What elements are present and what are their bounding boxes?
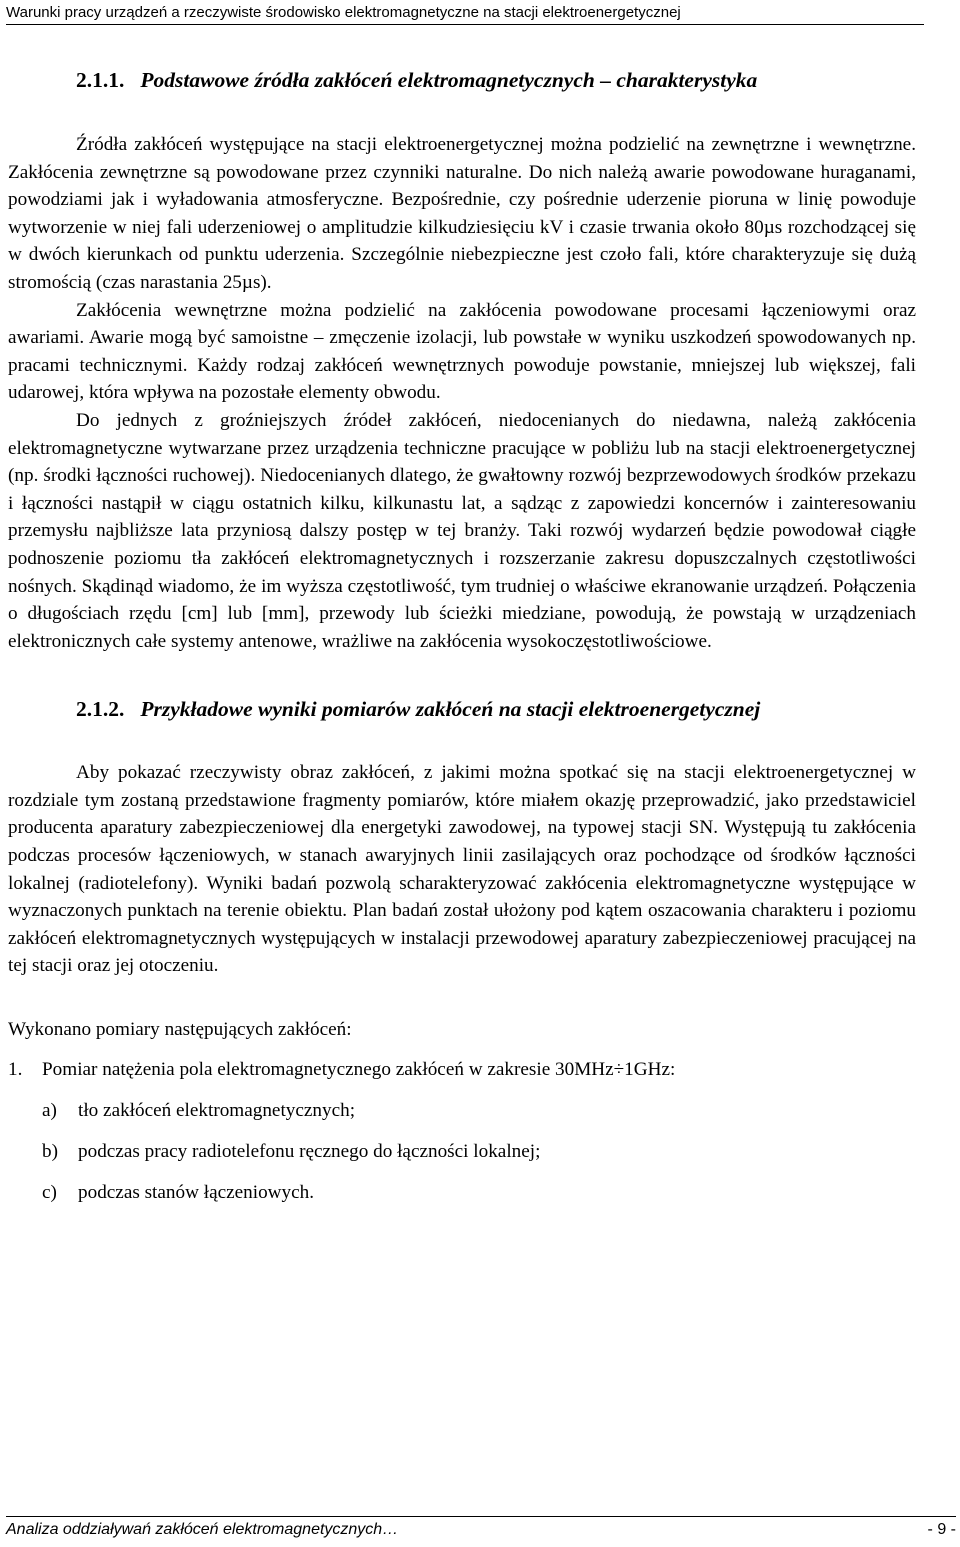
sub-list-text: podczas pracy radiotelefonu ręcznego do łączności lokalnej; xyxy=(78,1140,541,1162)
section-1-heading xyxy=(8,66,916,94)
footer-title: Analiza oddziaływań zakłóceń elektromagnetycznych… xyxy=(6,1521,399,1538)
page-number: - 9 - xyxy=(927,1521,956,1538)
list-marker: 1. xyxy=(8,1058,23,1080)
sub-list-marker: b) xyxy=(42,1140,58,1162)
sub-list-item xyxy=(8,1179,916,1206)
section-1-number: 2.1.1. xyxy=(76,68,125,92)
document-body xyxy=(8,66,916,1206)
sub-list-item xyxy=(8,1097,916,1124)
sub-list-text: tło zakłóceń elektromagnetycznych; xyxy=(78,1099,356,1121)
sub-list-marker: c) xyxy=(42,1181,57,1203)
section-2-title: Przykładowe wyniki pomiarów zakłóceń na stacji elektroenergetycznej xyxy=(140,697,761,722)
paragraph: Zakłócenia wewnętrzne można podzielić na zakłócenia powodowane procesami łączeniowymi oraz awariami. Awarie mogą być samoistne – zmęczenie izolacji, lub powstałe w wyniku uszkodzeń spowodowanych np. pracami technicznymi. Każdy rodzaj zakłóceń wewnętrznych powoduje powstanie, mniejszej lub większej, fali udarowej, która wpływa na pozostałe elementy obwodu. xyxy=(8,299,916,404)
list-item xyxy=(8,1056,916,1083)
sub-list-item xyxy=(8,1138,916,1165)
sub-list-text: podczas stanów łączeniowych. xyxy=(78,1181,315,1203)
list-text: Pomiar natężenia pola elektromagnetycznego zakłóceń w zakresie 30MHz÷1GHz: xyxy=(42,1058,676,1080)
list-intro: Wykonano pomiary następujących zakłóceń: xyxy=(8,1019,352,1041)
running-header-title: Warunki pracy urządzeń a rzeczywiste środowisko elektromagnetyczne na stacji elektroenergetycznej xyxy=(6,4,681,21)
running-header xyxy=(6,4,924,25)
sub-list-marker: a) xyxy=(42,1099,57,1121)
paragraph: Do jednych z groźniejszych źródeł zakłóceń, niedocenianych do niedawna, należą zakłócenia elektromagnetyczne wytwarzane przez urządzenia techniczne pracujące w pobliżu lub na stacji elektroenergetycznej (np. środki łączności ruchowej). Niedocenianych dlatego, że gwałtowny rozwój bezprzewodowych środków przekazu i łączności nastąpił w ciągu ostatnich kilku, kilkunastu lat, a sądząc z zapowiedzi koncernów i zainteresowaniu przemysłu najbliższe lata przyniosą dalszy postęp w tej branży. Taki rozwój wydarzeń będzie powodował ciągłe podnoszenie poziomu tła zakłóceń elektromagnetycznych i rozszerzanie zakresu dopuszczalnych częstotliwości nośnych. Skądinąd wiadomo, że im wyższa częstotliwość, tym trudniej o właściwe ekranowanie urządzeń. Połączenia o długościach rzędu [cm] lub [mm], przewody lub ścieżki miedziane, powodują, że powstają w urządzeniach elektronicznych całe systemy antenowe, wrażliwe na zakłócenia wysokoczęstotliwościowe. xyxy=(8,409,916,652)
section-2-number: 2.1.2. xyxy=(76,697,125,722)
paragraph: Źródła zakłóceń występujące na stacji elektroenergetycznej można podzielić na zewnętrzne i wewnętrzne. Zakłócenia zewnętrzne są powodowane przez czynniki naturalne. Do nich należą awarie powodowane huraganami, powodziami jak i wyładowania atmosferyczne. Bezpośrednie, czy pośrednie uderzenie pioruna w linię powoduje wytworzenie w niej fali uderzeniowej o amplitudzie kilkudziesięciu kV i czasie trwania około 80µs rozchodzącej się w dwóch kierunkach od punktu uderzenia. Szczególnie niebezpieczne jest czoło fali, które charakteryzuje się dużą stromością (czas narastania 25µs). xyxy=(8,134,916,293)
paragraph: Aby pokazać rzeczywisty obraz zakłóceń, z jakimi można spotkać się na stacji elektroenergetycznej w rozdziale tym zostaną przedstawione fragmenty pomiarów, które miałem okazję przeprowadzić, jako przedstawiciel producenta aparatury zabezpieczeniowej dla energetyki zawodowej, na typowej stacji SN. Występują tu zakłócenia podczas procesów łączeniowych, w stanach awaryjnych linii zasilających oraz pochodzące od środków łączności lokalnej (radiotelefony). Wyniki badań pozwolą scharakteryzować zakłócenia elektromagnetyczne występujące w wyznaczonych punktach na terenie obiektu. Plan badań został ułożony pod kątem oszacowania charakteru i poziomu zakłóceń elektromagnetycznych występujących w instalacji przewodowej aparatury zabezpieczeniowej pracującej na tej stacji oraz jej otoczeniu. xyxy=(8,762,916,977)
section-2-heading xyxy=(8,695,916,723)
section-1-title: Podstawowe źródła zakłóceń elektromagnetycznych – charakterystyka xyxy=(140,68,758,92)
page-footer xyxy=(6,1516,956,1540)
